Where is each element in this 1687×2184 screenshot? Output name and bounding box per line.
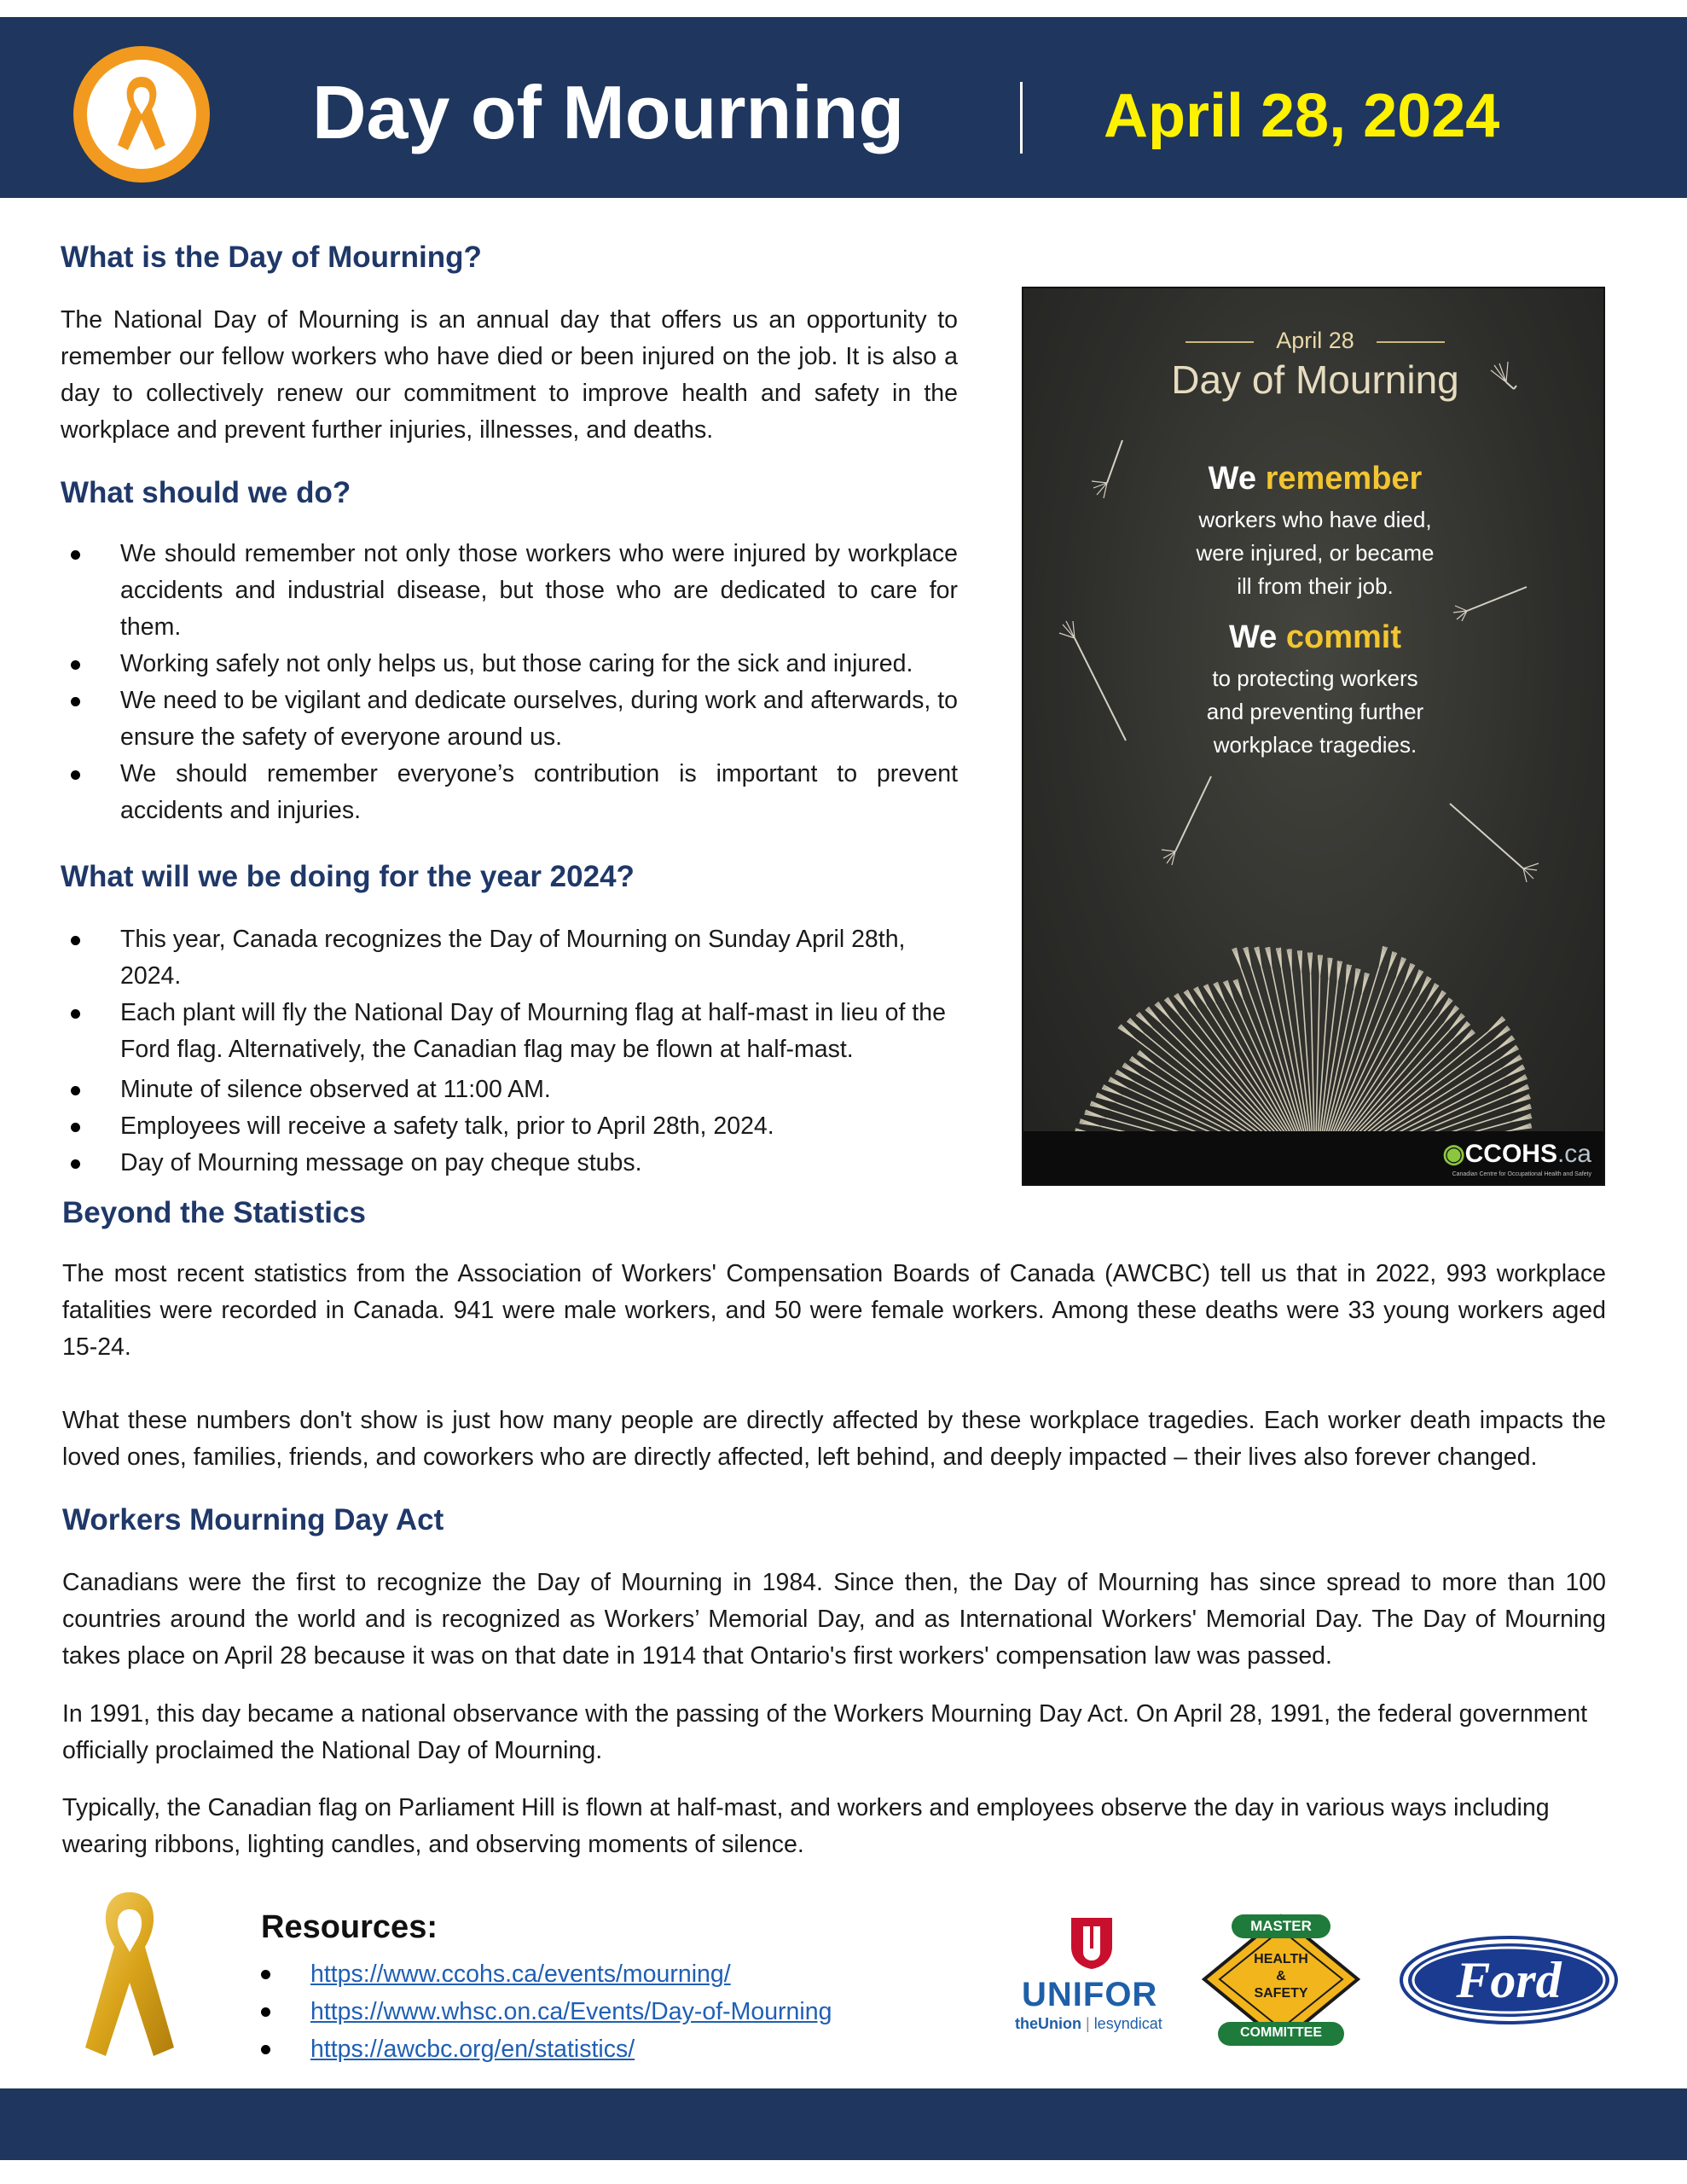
- list-item: We should remember not only those workers who were injured by workplace accidents and industrial disease, but those who are dedicated to care for them.: [61, 536, 958, 646]
- resources-list: [261, 1955, 832, 2068]
- list-item: This year, Canada recognizes the Day of Mourning on Sunday April 28th, 2024.: [61, 921, 968, 995]
- ccohs-logo: ◉CCOHS.ca: [1442, 1140, 1591, 1168]
- heading-what-is: What is the Day of Mourning?: [61, 241, 482, 274]
- ford-logo: Ford: [1399, 1935, 1619, 2025]
- list-item: [261, 1993, 832, 2030]
- bullet-icon: [71, 936, 80, 945]
- heading-what-do: What should we do?: [61, 476, 351, 509]
- poster-commit-heading: We commit: [1228, 619, 1402, 655]
- bullet-icon: [71, 550, 80, 560]
- stats-paragraph-2: What these numbers don't show is just how many people are directly affected by these workplace tragedies. Each worker death impacts the loved ones, families, friends, and coworkers who are directly affected, left behind, and deeply impacted – their lives also forever changed.: [62, 1407, 1606, 1471]
- resources-heading: Resources:: [261, 1909, 438, 1945]
- ccohs-tagline: Canadian Centre for Occupational Health and Safety: [1452, 1171, 1591, 1177]
- poster-title: Day of Mourning: [1171, 357, 1459, 402]
- bullet-icon: [71, 697, 80, 706]
- day-of-mourning-poster: [1022, 287, 1605, 1186]
- list-item: Working safely not only helps us, but those caring for the sick and injured.: [61, 646, 958, 682]
- bullet-icon: [71, 770, 80, 780]
- list-item: Minute of silence observed at 11:00 AM.: [61, 1072, 968, 1108]
- dandelion-seeds-illustration: [1023, 288, 1605, 1186]
- poster-remember-text: workers who have died, were injured, or became ill from their job.: [1196, 507, 1435, 599]
- list-item: We should remember everyone’s contribution is important to prevent accidents and injuries.: [61, 756, 958, 829]
- act-paragraph-3: Typically, the Canadian flag on Parliament Hill is flown at half-mast, and workers and employees observe the day in various ways including wearing ribbons, lighting candles, and observing moments of silence.: [62, 1794, 1550, 1858]
- list-item: [261, 1955, 832, 1993]
- bullet-icon: [71, 1086, 80, 1095]
- bullet-icon: [71, 1009, 80, 1019]
- link-ccohs[interactable]: https://www.ccohs.ca/events/mourning/: [310, 1960, 731, 1988]
- link-awcbc[interactable]: https://awcbc.org/en/statistics/: [310, 2036, 635, 2063]
- bullet-icon: [261, 1970, 270, 1979]
- poster-date: April 28: [1276, 328, 1354, 353]
- footer-band: [0, 2088, 1687, 2160]
- bullet-icon: [261, 2045, 270, 2054]
- bullet-icon: [71, 660, 80, 670]
- list-item: We need to be vigilant and dedicate ourselves, during work and afterwards, to ensure the safety of everyone around us.: [61, 682, 958, 756]
- year-list: [61, 921, 968, 1182]
- list-item: Day of Mourning message on pay cheque stubs.: [61, 1145, 968, 1182]
- act-paragraph-1: Canadians were the first to recognize the Day of Mourning in 1984. Since then, the Day of Mourning has since spread to more than 100 countries around the world and is recognized as Workers’ Memorial Day, and as International Workers' Memorial Day. The Day of Mourning takes place on April 28 because it was on that date in 1914 that Ontario's first workers' compensation law was passed.: [62, 1569, 1606, 1670]
- heading-stats: Beyond the Statistics: [62, 1196, 366, 1229]
- heading-year: What will we be doing for the year 2024?: [61, 860, 635, 893]
- poster-commit-text: to protecting workers and preventing further workplace tragedies.: [1206, 665, 1424, 758]
- header-divider: [1020, 82, 1023, 154]
- ribbon-icon: [70, 43, 213, 186]
- heading-act: Workers Mourning Day Act: [62, 1503, 444, 1536]
- unifor-logo: UNIFOR theUnion | lesyndicat: [1015, 1914, 1172, 2042]
- bullet-icon: [261, 2007, 270, 2017]
- bullet-icon: [71, 1123, 80, 1132]
- what-do-list: [61, 536, 958, 829]
- header-date: April 28, 2024: [1104, 82, 1500, 150]
- stats-paragraph-1: The most recent statistics from the Association of Workers' Compensation Boards of Canada (AWCBC) tell us that in 2022, 993 workplace fatalities were recorded in Canada. 941 were male workers, and 50 were female workers. Among these deaths were 33 young workers aged 15-24.: [62, 1260, 1606, 1361]
- what-is-paragraph: The National Day of Mourning is an annual day that offers us an opportunity to remember our fellow workers who have died or been injured on the job. It is also a day to collectively renew our commitment to improve health and safety in the workplace and prevent further injuries, illnesses, and deaths.: [61, 306, 958, 444]
- list-item: Each plant will fly the National Day of Mourning flag at half-mast in lieu of the Ford flag. Alternatively, the Canadian flag may be flown at half-mast.: [61, 995, 968, 1068]
- gold-ribbon-icon: [82, 1887, 177, 2061]
- act-paragraph-2: In 1991, this day became a national observance with the passing of the Workers Mourning Day Act. On April 28, 1991, the federal government officially proclaimed the National Day of Mourning.: [62, 1700, 1588, 1764]
- bullet-icon: [71, 1159, 80, 1169]
- poster-remember-heading: We remember: [1208, 461, 1423, 497]
- list-item: [261, 2030, 832, 2068]
- unifor-shield-icon: [1066, 1914, 1117, 1971]
- link-whsc[interactable]: https://www.whsc.on.ca/Events/Day-of-Mourning: [310, 1998, 832, 2025]
- page-title: Day of Mourning: [312, 70, 905, 154]
- list-item: Employees will receive a safety talk, prior to April 28th, 2024.: [61, 1108, 968, 1145]
- mhsc-logo: MASTER HEALTH & SAFETY COMMITTEE: [1197, 1911, 1365, 2048]
- ccohs-icon: ◉: [1442, 1140, 1465, 1168]
